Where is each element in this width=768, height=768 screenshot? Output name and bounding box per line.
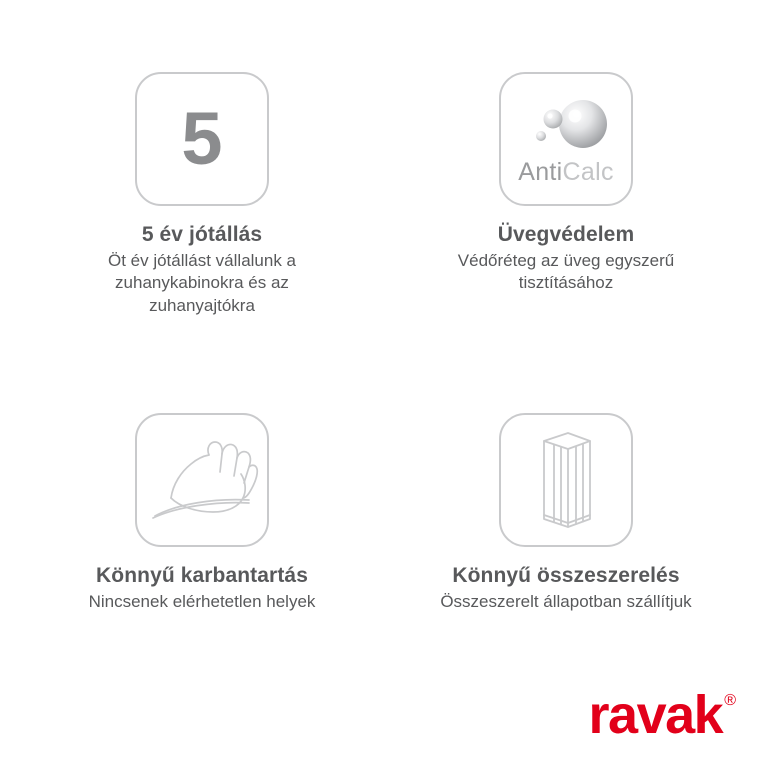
feature-description: Öt év jótállást vállalunk a zuhanykabinokra és az zuhanyajtókra	[107, 250, 297, 316]
warranty-number: 5	[181, 97, 223, 180]
hand-wiping-icon	[143, 428, 261, 532]
feature-title: Könnyű összeszerelés	[452, 564, 680, 587]
anticalc-wordmark	[518, 158, 614, 187]
shower-cabin-icon	[524, 427, 608, 533]
anticalc-glass-protection-icon	[499, 72, 633, 206]
brand-logo	[588, 685, 736, 745]
easy-maintenance-hand-wipe-icon	[135, 413, 269, 547]
warranty-5-years-icon	[135, 72, 269, 206]
easy-assembly-shower-cabin-icon	[499, 413, 633, 547]
registered-trademark-icon: ®	[724, 692, 736, 709]
anticalc-prefix: Anti	[518, 157, 563, 186]
feature-title: 5 év jótállás	[141, 223, 263, 246]
anticalc-graphic	[501, 74, 631, 204]
feature-description: Összeszerelt állapotban szállítjuk	[440, 591, 692, 611]
feature-title: Könnyű karbantartás	[96, 564, 308, 587]
feature-warranty	[20, 40, 384, 365]
feature-description: Védőréteg az üveg egyszerű tisztításához	[457, 250, 675, 293]
feature-easy-assembly	[384, 365, 748, 690]
feature-description: Nincsenek elérhetetlen helyek	[88, 591, 316, 611]
brand-name: ravak	[588, 685, 723, 745]
feature-glass-protection	[384, 40, 748, 365]
feature-title: Üvegvédelem	[497, 223, 635, 246]
water-droplets-icon	[511, 92, 621, 154]
feature-easy-maintenance	[20, 365, 384, 690]
anticalc-suffix: Calc	[562, 157, 614, 186]
